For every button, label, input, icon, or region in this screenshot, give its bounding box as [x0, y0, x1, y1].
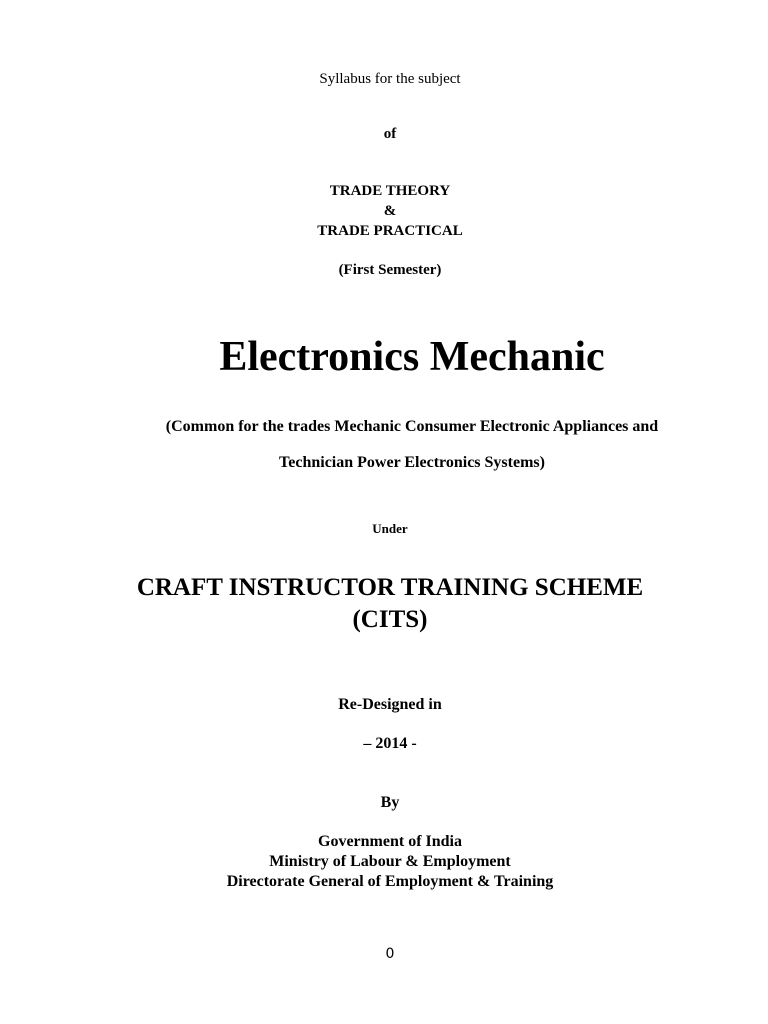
common-trades-line-2: Technician Power Electronics Systems) — [279, 454, 545, 471]
scheme-title-line-2: (CITS) — [352, 606, 428, 633]
scheme-title-line-1: CRAFT INSTRUCTOR TRAINING SCHEME — [136, 574, 644, 601]
semester-text: (First Semester) — [338, 262, 442, 278]
year-text: – 2014 - — [363, 735, 417, 752]
ampersand-text: & — [383, 203, 397, 219]
directorate-text: Directorate General of Employment & Training — [226, 873, 554, 890]
redesigned-text: Re-Designed in — [338, 696, 442, 713]
trade-theory-heading: TRADE THEORY — [329, 183, 451, 199]
document-title: Electronics Mechanic — [219, 334, 605, 380]
by-text: By — [380, 794, 400, 811]
ministry-text: Ministry of Labour & Employment — [269, 853, 511, 870]
page-number: 0 — [385, 946, 395, 962]
intro-text: Syllabus for the subject — [319, 71, 461, 87]
common-trades-line-1: (Common for the trades Mechanic Consumer Electronic Appliances and — [165, 418, 659, 435]
under-text: Under — [372, 521, 408, 536]
government-text: Government of India — [318, 833, 462, 850]
of-text: of — [383, 126, 397, 142]
trade-practical-heading: TRADE PRACTICAL — [317, 223, 463, 239]
